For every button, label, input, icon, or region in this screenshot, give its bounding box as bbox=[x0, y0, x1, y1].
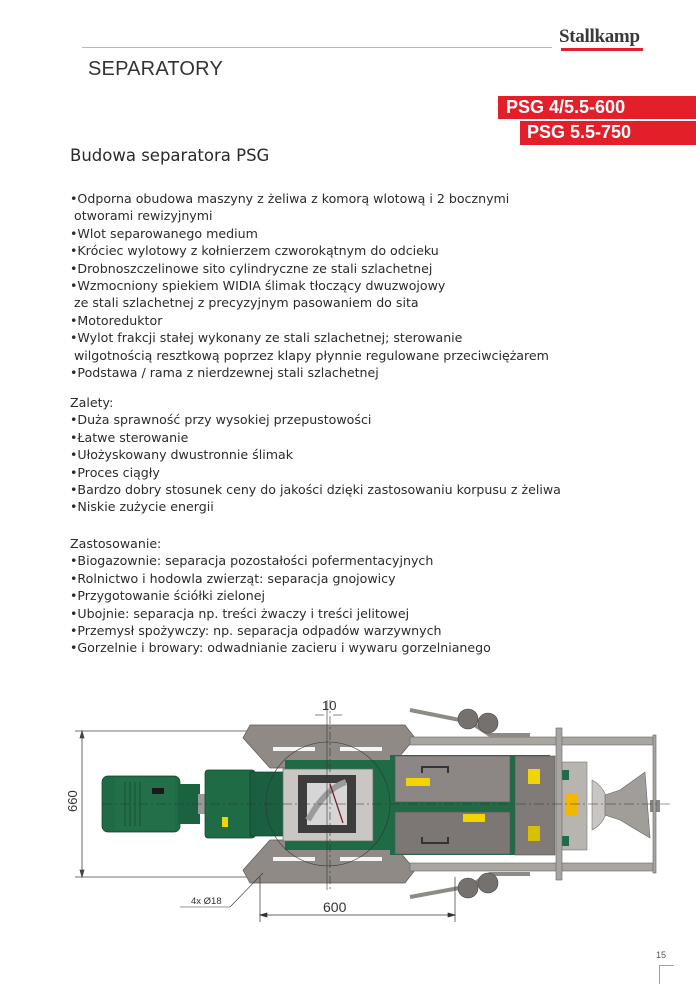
motor bbox=[102, 776, 206, 832]
list-item: ze stali szlachetnej z precyzyjnym pasowaniem do sita bbox=[74, 295, 419, 311]
dimension-height-label: 660 bbox=[65, 790, 80, 812]
list-item: •Niskie zużycie energii bbox=[70, 499, 214, 515]
list-item: •Odporna obudowa maszyny z żeliwa z komorą wlotową i 2 bocznymi bbox=[70, 191, 510, 206]
applications-heading: Zastosowanie: bbox=[70, 536, 162, 551]
dimension-width-label: 600 bbox=[323, 899, 347, 915]
model-banner-2: PSG 5.5-750 bbox=[520, 121, 696, 145]
list-item: •Duża sprawność przy wysokiej przepustowości bbox=[70, 412, 372, 428]
list-item: •Rolnictwo i hodowla zwierząt: separacja gnojowicy bbox=[70, 570, 396, 586]
list-item: •Króciec wylotowy z kołnierzem czworokątnym do odcieku bbox=[70, 243, 439, 259]
holes-label: 4x Ø18 bbox=[191, 896, 222, 907]
list-item: •Proces ciągły bbox=[70, 464, 160, 480]
list-item: •Drobnoszczelinowe sito cylindryczne ze stali szlachetnej bbox=[70, 260, 433, 276]
advantages-list bbox=[70, 394, 561, 516]
list-item: wilgotnością resztkową poprzez klapy płynnie regulowane przeciwciężarem bbox=[74, 347, 549, 363]
list-item: •Łatwe sterowanie bbox=[70, 429, 189, 445]
list-item: •Ułożyskowany dwustronnie ślimak bbox=[70, 447, 293, 463]
list-item: •Wylot frakcji stałej wykonany ze stali szlachetnej; sterowanie bbox=[70, 330, 463, 346]
brand-logo: Stallkamp bbox=[559, 26, 640, 47]
brand-logo-underline bbox=[561, 48, 643, 51]
list-item: •Motoreduktor bbox=[70, 312, 163, 328]
construction-list bbox=[70, 190, 549, 381]
list-item: •Przemysł spożywczy: np. separacja odpadów warzywnych bbox=[70, 623, 442, 639]
dimension-offset-label: 10 bbox=[322, 698, 337, 713]
separator-technical-drawing bbox=[60, 690, 670, 930]
list-item: •Przygotowanie ściółki zielonej bbox=[70, 588, 265, 604]
advantages-heading: Zalety: bbox=[70, 395, 114, 410]
section-title: SEPARATORY bbox=[88, 58, 224, 80]
list-item: •Podstawa / rama z nierdzewnej stali szlachetnej bbox=[70, 365, 379, 381]
page-number: 15 bbox=[656, 950, 667, 960]
list-item: •Gorzelnie i browary: odwadnianie zacieru i wywaru gorzelnianego bbox=[70, 640, 491, 656]
list-item: •Bardzo dobry stosunek ceny do jakości dzięki zastosowaniu korpusu z żeliwa bbox=[70, 482, 561, 498]
corner-mark bbox=[659, 965, 674, 984]
counterweight-arm-bottom bbox=[410, 873, 530, 898]
inlet-flange bbox=[283, 769, 373, 841]
discharge-cone bbox=[592, 772, 660, 838]
model-banner-1: PSG 4/5.5-600 bbox=[498, 96, 696, 119]
dimension-width bbox=[260, 877, 455, 922]
header-rule bbox=[82, 47, 552, 48]
list-item: •Biogazownie: separacja pozostałości pofermentacyjnych bbox=[70, 553, 434, 569]
construction-heading: Budowa separatora PSG bbox=[70, 146, 270, 165]
list-item: otworami rewizyjnymi bbox=[74, 208, 213, 224]
list-item: •Wzmocniony spiekiem WIDIA ślimak tłoczący dwuzwojowy bbox=[70, 278, 446, 294]
counterweight-arm-top bbox=[410, 709, 530, 735]
applications-list bbox=[70, 535, 491, 657]
list-item: •Ubojnie: separacja np. treści żwaczy i treści jelitowej bbox=[70, 605, 410, 621]
list-item: •Wlot separowanego medium bbox=[70, 225, 258, 241]
